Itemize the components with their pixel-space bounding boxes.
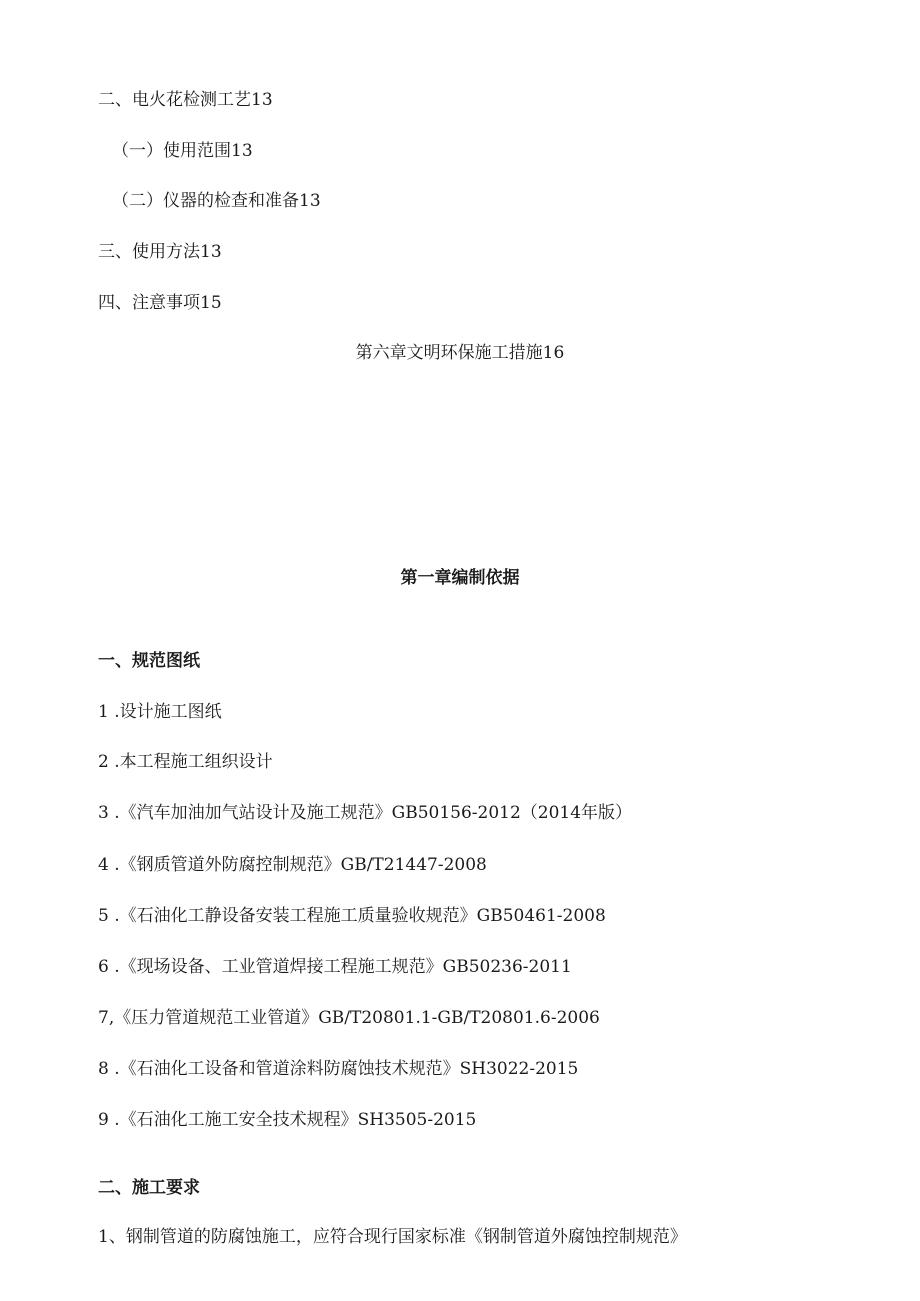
- list-item: 1 .设计施工图纸: [98, 702, 222, 722]
- list-item: 9 .《石油化工施工安全技术规程》SH3505-2015: [98, 1110, 477, 1130]
- section-heading: 一、规范图纸: [98, 651, 200, 671]
- chapter-title: 第一章编制依据: [400, 568, 520, 588]
- list-item: 7,《压力管道规范工业管道》GB/T20801.1-GB/T20801.6-2006: [98, 1008, 600, 1028]
- list-item: 8 .《石油化工设备和管道涂料防腐蚀技术规范》SH3022-2015: [98, 1059, 579, 1079]
- toc-chapter-6: 第六章文明环保施工措施16: [355, 343, 565, 363]
- toc-item: 四、注意事项15: [98, 293, 222, 313]
- list-item: 3 .《汽车加油加气站设计及施工规范》GB50156-2012（2014年版）: [98, 803, 633, 823]
- toc-item: （二）仪器的检查和准备13: [112, 191, 321, 211]
- toc-item: 二、电火花检测工艺13: [98, 90, 273, 110]
- section-heading: 二、施工要求: [98, 1178, 200, 1198]
- body-paragraph: 1、钢制管道的防腐蚀施工，应符合现行国家标准《钢制管道外腐蚀控制规范》: [98, 1227, 687, 1247]
- list-item: 2 .本工程施工组织设计: [98, 752, 273, 772]
- list-item: 5 .《石油化工静设备安装工程施工质量验收规范》GB50461-2008: [98, 906, 606, 926]
- toc-item: （一）使用范围13: [112, 141, 253, 161]
- toc-item: 三、使用方法13: [98, 242, 222, 262]
- list-item: 6 .《现场设备、工业管道焊接工程施工规范》GB50236-2011: [98, 957, 572, 977]
- list-item: 4 .《钢质管道外防腐控制规范》GB/T21447-2008: [98, 855, 487, 875]
